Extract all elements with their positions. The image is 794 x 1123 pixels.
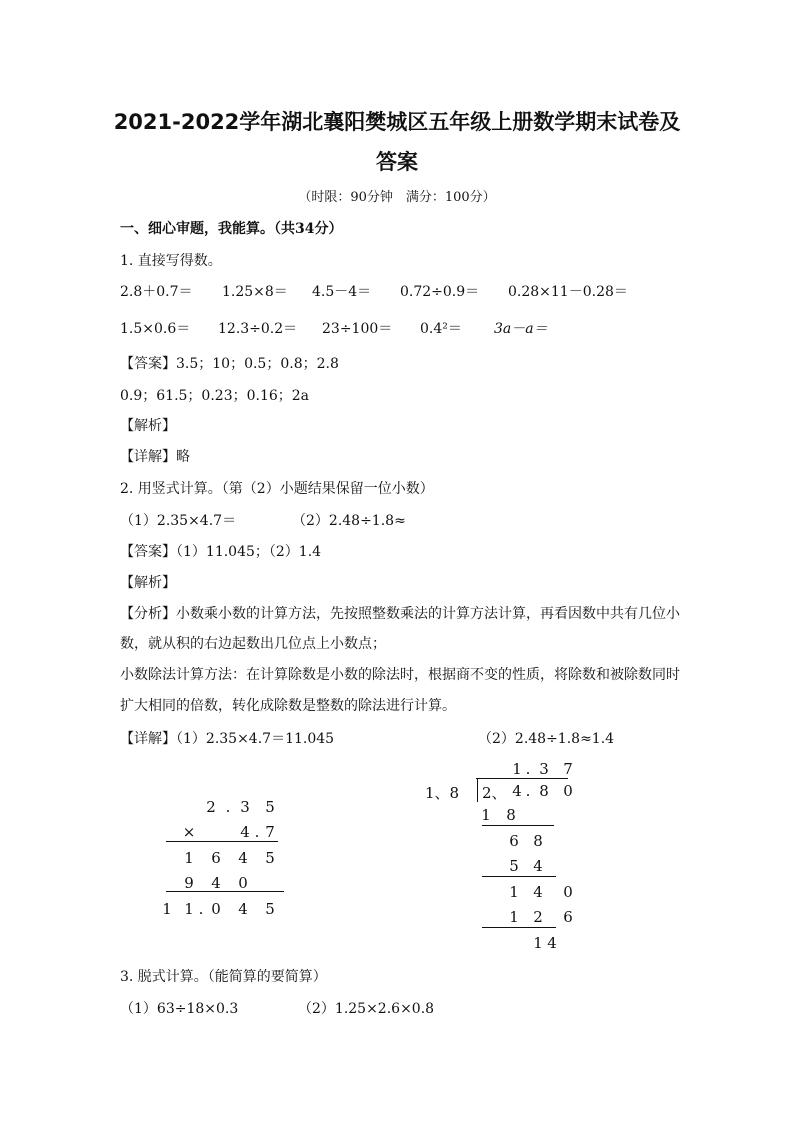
digit: 4 — [238, 849, 248, 867]
digit: 4 — [533, 883, 543, 901]
digit: 4 — [512, 782, 522, 800]
digit: . — [254, 823, 260, 841]
q2-answer: 【答案】（1）11.045；（2）1.4 — [120, 544, 322, 560]
digit: 4 — [533, 857, 543, 875]
q2-fenxi: 小数除法计算方法：在计算除数是小数的除法时，根据商不变的性质，将除数和被除数同时 — [120, 667, 680, 683]
digit: 6 — [211, 849, 221, 867]
q3-item: （1）63÷18×0.3 — [120, 1001, 239, 1017]
q2-analysis: 【解析】 — [120, 575, 176, 591]
q1-expr: 3a－a＝ — [494, 321, 548, 337]
q2-fenxi: 数，就从积的右边起数出几位点上小数点； — [120, 636, 386, 652]
digit: . — [525, 782, 531, 800]
division-bar — [476, 778, 568, 779]
digit: 0 — [563, 883, 573, 901]
q1-answer-cont: 0.9；61.5；0.23；0.16；2a — [120, 388, 310, 404]
q2-fenxi: 【分析】小数乘小数的计算方法，先按照整数乘法的计算方法计算，再看因数中共有几位小 — [120, 606, 680, 622]
q1-expr: 1.25×8＝ — [222, 284, 288, 300]
digit: 6 — [563, 908, 573, 926]
digit: 5 — [265, 900, 275, 918]
q3-item: （2）1.25×2.6×0.8 — [298, 1001, 435, 1017]
q1-expr: 0.4²＝ — [420, 321, 462, 337]
digit: 1 — [509, 883, 519, 901]
division-bracket — [477, 778, 478, 802]
digit: 4 — [211, 874, 221, 892]
rule-line — [482, 876, 556, 877]
q2-item: （2）2.48÷1.8≈ — [292, 513, 406, 529]
digit: . — [198, 900, 204, 918]
digit: 4 — [547, 934, 557, 952]
q1-expr: 0.28×11－0.28＝ — [508, 284, 628, 300]
q2-fenxi: 扩大相同的倍数，转化成除数是整数的除法进行计算。 — [120, 698, 456, 714]
divisor: 1、8 — [425, 784, 460, 802]
rule-line — [482, 927, 556, 928]
digit: 8 — [506, 806, 516, 824]
digit: 2、 — [482, 784, 507, 802]
digit: 3 — [539, 760, 549, 778]
digit: 1 — [162, 900, 172, 918]
digit: 1 — [481, 806, 491, 824]
rule-line — [166, 891, 284, 892]
q1-expr: 2.8＋0.7＝ — [120, 284, 193, 300]
digit: 0 — [211, 900, 221, 918]
digit: 0 — [563, 782, 573, 800]
digit: 6 — [509, 832, 519, 850]
digit: 4 — [240, 823, 250, 841]
digit: 2 — [533, 908, 543, 926]
digit: 3 — [240, 798, 250, 816]
digit: 9 — [184, 874, 194, 892]
digit: 8 — [533, 832, 543, 850]
question-1-label: 1. 直接写得数。 — [120, 253, 222, 269]
digit: 1 — [533, 934, 543, 952]
digit: 1 — [184, 849, 194, 867]
q2-detail-2: （2）2.48÷1.8≈1.4 — [478, 731, 615, 747]
digit: 0 — [238, 874, 248, 892]
q2-item: （1）2.35×4.7＝ — [120, 513, 237, 529]
digit: 4 — [238, 900, 248, 918]
rule-line — [166, 841, 278, 842]
digit: 1 — [509, 908, 519, 926]
q1-expr: 0.72÷0.9＝ — [400, 284, 480, 300]
q1-expr: 1.5×0.6＝ — [120, 321, 191, 337]
page-title-line2: 答案 — [376, 150, 418, 174]
digit: 7 — [265, 823, 275, 841]
digit: 8 — [539, 782, 549, 800]
q1-expr: 12.3÷0.2＝ — [218, 321, 298, 337]
page-title-line1: 2021-2022学年湖北襄阳樊城区五年级上册数学期末试卷及 — [113, 110, 681, 134]
q1-analysis: 【解析】 — [120, 418, 176, 434]
digit: 2 — [206, 798, 216, 816]
section-heading: 一、细心审题，我能算。（共34分） — [120, 221, 343, 237]
question-3-label: 3. 脱式计算。（能简算的要简算） — [120, 969, 327, 985]
digit: 5 — [265, 798, 275, 816]
question-2-label: 2. 用竖式计算。（第（2）小题结果保留一位小数） — [120, 481, 434, 497]
q1-detail: 【详解】略 — [120, 449, 190, 465]
digit: . — [525, 760, 531, 778]
digit: 1 — [512, 760, 522, 778]
q1-expr: 4.5－4＝ — [312, 284, 372, 300]
times-sign: × — [182, 823, 196, 841]
digit: 5 — [509, 857, 519, 875]
digit: 7 — [563, 760, 573, 778]
digit: 1 — [184, 900, 194, 918]
q1-answer: 【答案】3.5；10；0.5；0.8；2.8 — [120, 356, 339, 372]
q1-expr: 23÷100＝ — [322, 321, 393, 337]
page-subtitle: （时限：90分钟 满分：100分） — [298, 190, 496, 205]
q2-detail-1: 【详解】（1）2.35×4.7＝11.045 — [120, 731, 335, 747]
rule-line — [482, 825, 554, 826]
digit: 5 — [265, 849, 275, 867]
digit: . — [225, 798, 231, 816]
